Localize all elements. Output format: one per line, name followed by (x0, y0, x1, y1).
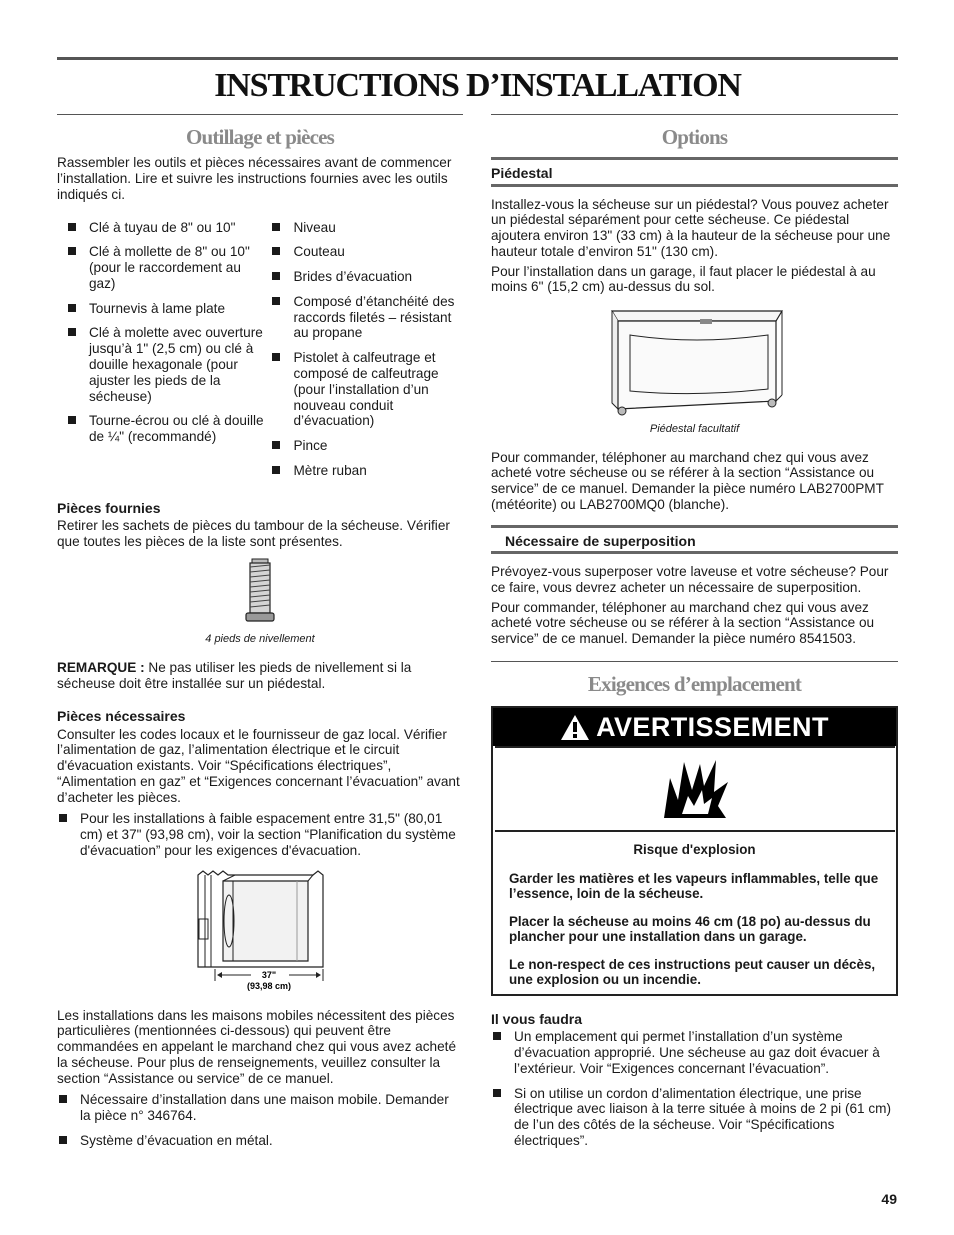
list-item-text: Clé à tuyau de 8" ou 10" (89, 219, 236, 235)
bullet-square-icon (272, 272, 280, 280)
bullet-square-icon (272, 466, 280, 474)
note-paragraph (57, 660, 463, 692)
warning-triangle-icon (560, 714, 590, 741)
warning-risk: Risque d'explosion (633, 842, 756, 858)
list-item-text: Composé d’étanchéité des raccords filetés – résistant au propane (293, 293, 455, 341)
parts-supplied-title: Pièces fournies (57, 499, 161, 516)
clearance-label: 37" (261, 969, 276, 980)
bullet-square-icon (59, 1095, 67, 1103)
list-item-text: Clé à mollette de 8" ou 10" (pour le raccordement au gaz) (89, 244, 250, 291)
warning-line: Garder les matières et les vapeurs inflammables, telle que l’essence, loin de la sécheuse. (509, 870, 879, 902)
bullet-square-icon (68, 416, 76, 424)
list-item (66, 244, 267, 291)
pedestal-text-2: Pour l’installation dans un garage, il faut placer le piédestal à au moins 6" (15,2 cm) au-dessus du sol. (491, 263, 876, 295)
closet-clearance-figure (57, 869, 463, 998)
page-title: INSTRUCTIONS D’INSTALLATION (214, 67, 741, 104)
bullet-square-icon (493, 1032, 501, 1040)
tools-lists (57, 220, 463, 488)
note-text: Ne pas utiliser les pieds de nivellement si la sécheuse doit être installée sur un piédestal. (57, 659, 412, 691)
list-item (270, 220, 463, 236)
list-item-text: Nécessaire d’installation dans une maison mobile. Demander la pièce n° 346764. (80, 1092, 449, 1124)
you-will-need-list (491, 1029, 898, 1148)
tools-parts-heading: Outillage et pièces (57, 114, 463, 149)
right-column (491, 114, 898, 1158)
list-item-text: Pour les installations à faible espacement entre 31,5" (80,01 cm) et 37" (93,98 cm), voir la section “Planification du système d'évacuation” pour les exigences d'évacuation. (80, 811, 456, 859)
leveling-feet-figure (57, 557, 463, 646)
warning-line: Le non-respect de ces instructions peut causer un décès, une explosion ou un incendie. (509, 956, 876, 988)
warning-body (493, 832, 896, 988)
bullet-square-icon (68, 304, 76, 312)
list-item (270, 463, 463, 479)
pedestal-illustration (600, 305, 790, 417)
pedestal-text-3: Pour commander, téléphoner au marchand chez qui vous avez acheté votre sécheuse ou se référer à la section “Assistance ou service” de ce manuel. Demander la pièce numéro LAB2700PMT (météorite) ou LAB2700MQ0 (blanche). (491, 449, 884, 512)
note-label: REMARQUE : (57, 659, 145, 675)
list-item-text: Niveau (293, 219, 336, 235)
list-item (491, 1086, 898, 1149)
list-item (270, 244, 463, 260)
list-item-text: Tourne-écrou ou clé à douille de ¼" (recommandé) (89, 413, 264, 445)
warning-graphic-panel (495, 746, 895, 832)
pedestal-text-1: Installez-vous la sécheuse sur un piédestal? Vous pouvez acheter un piédestal séparément pour cette sécheuse. Ce piédestal ajoutera environ 13" (33 cm) à la hauteur de la sécheuse pour une hauteur totale d’environ 51" (130 cm). (491, 196, 891, 259)
list-item (57, 1092, 463, 1124)
list-item-text: Clé à molette avec ouverture jusqu’à 1" (2,5 cm) ou clé à douille hexagonale (pour ajuster les pieds de la sécheuse) (89, 325, 263, 404)
list-item-text: Couteau (293, 244, 345, 260)
left-column (57, 114, 463, 1158)
mobile-home-text: Les installations dans les maisons mobiles nécessitent des pièces particulières (mentionnées ci-dessous) qui peuvent être commandées en appelant le marchand chez qui vous avez acheté la sécheuse. Pour plus de renseignements, veuillez consulter la section “Assistance ou service” de ce manuel. (57, 1007, 456, 1086)
list-item (270, 350, 463, 429)
location-requirements-heading: Exigences d’emplacement (491, 661, 898, 696)
tools-list-2 (267, 220, 463, 488)
warning-box (491, 706, 898, 996)
leveling-feet-caption: 4 pieds de nivellement (205, 633, 315, 646)
list-item (66, 413, 267, 445)
list-item (57, 811, 463, 858)
list-item (66, 220, 267, 236)
options-heading: Options (491, 114, 898, 149)
list-item-text: Brides d’évacuation (293, 269, 413, 285)
list-item (491, 1029, 898, 1076)
warning-banner-text: AVERTISSEMENT (596, 711, 829, 742)
bullet-square-icon (59, 1136, 67, 1144)
pedestal-caption: Piédestal facultatif (649, 422, 740, 435)
stacking-text-1: Prévoyez-vous superposer votre laveuse et votre sécheuse? Pour ce faire, vous devrez acheter un nécessaire de superposition. (491, 564, 889, 595)
tools-list-1 (57, 220, 267, 488)
explosion-icon (660, 756, 730, 822)
bullet-square-icon (272, 223, 280, 231)
dryer-closet-illustration (193, 869, 328, 994)
top-rule (57, 57, 898, 60)
mobile-home-list (57, 1092, 463, 1148)
list-item-text: Tournevis à lame plate (89, 300, 226, 316)
bullet-square-icon (493, 1089, 501, 1097)
list-item-text: Pistolet à calfeutrage et composé de calfeutrage (pour l’installation d’un nouveau conduit d’évacuation) (293, 350, 439, 429)
list-item (66, 325, 267, 404)
tools-intro: Rassembler les outils et pièces nécessaires avant de commencer l’installation. Lire et suivre les instructions fournies avec les outils indiqués ci. (57, 155, 452, 202)
parts-needed-list (57, 811, 463, 858)
pedestal-title: Piédestal (491, 157, 898, 186)
list-item-text: Mètre ruban (293, 462, 367, 478)
list-item (270, 269, 463, 285)
warning-banner (493, 708, 896, 746)
bullet-square-icon (272, 353, 280, 361)
clearance-metric-label: (93,98 cm) (246, 980, 291, 991)
list-item-text: Pince (293, 438, 328, 454)
leveling-foot-icon (240, 557, 280, 627)
pedestal-figure (491, 305, 898, 436)
page-number: 49 (881, 1191, 897, 1207)
parts-supplied-text: Retirer les sachets de pièces du tambour de la sécheuse. Vérifier que toutes les pièces de la liste sont présentes. (57, 517, 450, 549)
list-item-text: Système d’évacuation en métal. (80, 1132, 273, 1148)
bullet-square-icon (272, 247, 280, 255)
you-will-need-title: Il vous faudra (491, 1011, 583, 1028)
list-item (270, 294, 463, 341)
warning-line: Placer la sécheuse au moins 46 cm (18 po) au-dessus du plancher pour une installation dans un garage. (509, 913, 871, 945)
bullet-square-icon (68, 223, 76, 231)
list-item-text: Un emplacement qui permet l’installation d’un système d’évacuation approprié. Une sécheuse au gaz doit évacuer à l’extérieur. Voir “Exigences concernant l’évacuation”. (514, 1029, 880, 1076)
list-item (66, 301, 267, 317)
parts-needed-text: Consulter les codes locaux et le fournisseur de gaz local. Vérifier l’alimentation de gaz, l’alimentation électrique et le circuit d'évacuation existants. Voir “Spécifications électriques”, “Alimentation en gaz” et “Exigences concernant l’évacuation” avant d’acheter les pièces. (57, 726, 460, 805)
parts-needed-title: Pièces nécessaires (57, 708, 186, 725)
list-item (57, 1133, 463, 1149)
stacking-text-2: Pour commander, téléphoner au marchand chez qui vous avez acheté votre sécheuse ou se référer à la section “Assistance ou service” de ce manuel. Demander la pièce numéro 8541503. (491, 599, 875, 647)
bullet-square-icon (68, 328, 76, 336)
bullet-square-icon (68, 247, 76, 255)
bullet-square-icon (272, 297, 280, 305)
list-item-text: Si on utilise un cordon d’alimentation électrique, une prise électrique avec liaison à la terre située à moins de 2 pi (61 cm) de l’un des côtés de la sécheuse. Voir “Spécifications électriques”. (514, 1085, 892, 1149)
stacking-kit-title: Nécessaire de superposition (491, 525, 898, 554)
list-item (270, 438, 463, 454)
bullet-square-icon (272, 441, 280, 449)
bullet-square-icon (59, 814, 67, 822)
